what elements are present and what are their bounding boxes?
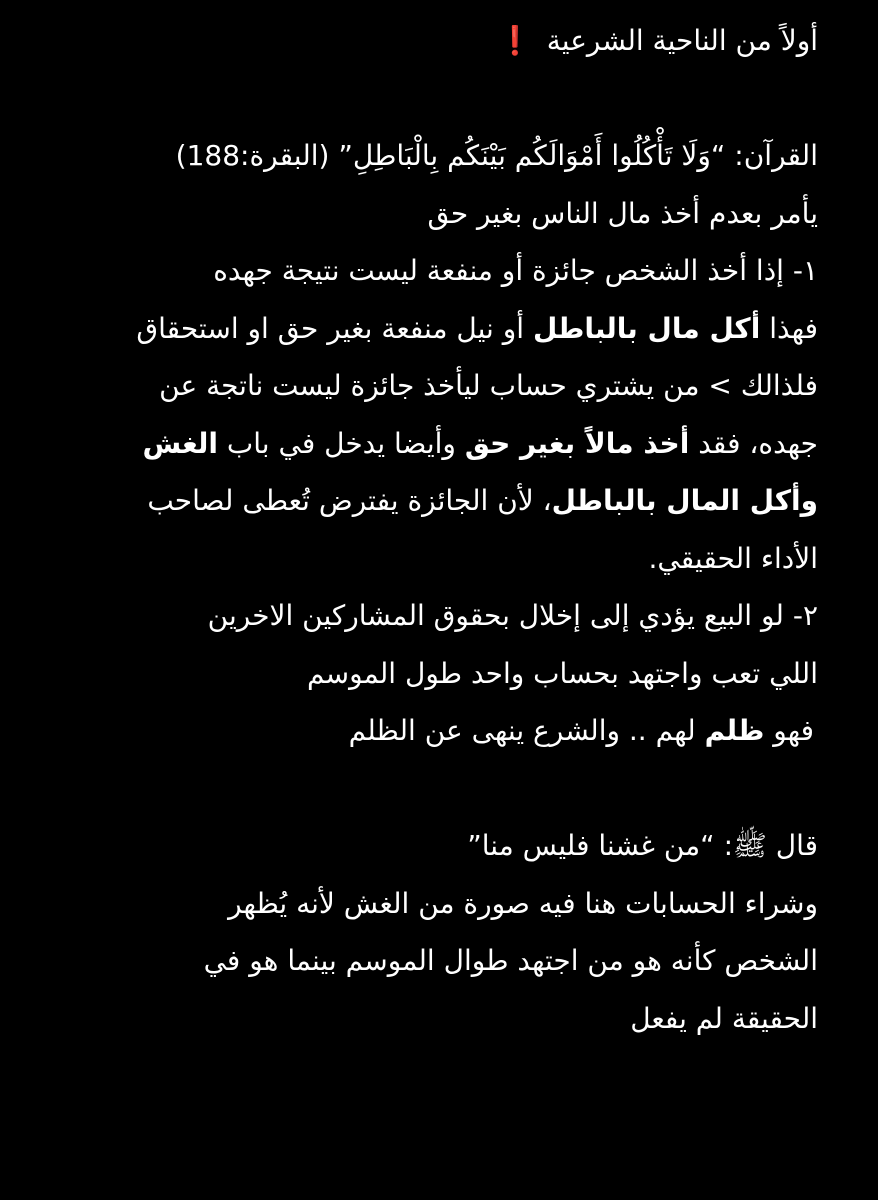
point1-line2-start: فهذا [760,311,818,345]
point1-line5-end: ، لأن الجائزة يفترض تُعطى لصاحب [147,484,552,517]
point2-line1: ٢- لو البيع يؤدي إلى إخلال بحقوق المشاركين الاخرين [207,599,818,632]
point1-line4 [58,415,818,473]
point1-line2-end: أو نيل منفعة بغير حق او استحقاق [136,311,533,345]
point1-bold-phrase-3: الغش [142,426,219,460]
point1-line4-mid: وأيضا يدخل في باب [218,426,465,460]
point1-line1: ١- إذا أخذ الشخص جائزة أو منفعة ليست نتيجة جهده [213,254,818,287]
quran-verse: وَلَا تَأْكُلُوا أَمْوَالَكُم بَيْنَكُم بِالْبَاطِلِ [352,139,711,172]
point2-bold-word: ظلم [704,714,765,747]
hadith-line2: وشراء الحسابات هنا فيه صورة من الغش لأنه يُظهر [228,886,818,920]
hadith-line1: قال ﷺ: “من غشنا فليس منا” [467,829,818,862]
exclamation-icon: ❗ [497,24,533,57]
quran-verse-line [58,127,818,185]
blank-line [58,760,818,818]
hadith-line3: الشخص كأنه هو من اجتهد طوال الموسم بينما هو في [203,944,818,977]
point1-bold-phrase-2: أخذ مالاً بغير حق [464,426,690,460]
quran-reference: ” (البقرة:188) [175,139,353,172]
point2-line3 [58,702,818,760]
note-text [58,12,818,1047]
point1-line6: الأداء الحقيقي. [648,541,818,575]
point1-line5 [58,472,818,530]
quran-label: القرآن: “ [710,139,818,172]
point1-bold-phrase: أكل مال بالباطل [532,311,761,345]
blank-line [58,70,818,128]
point1-bold-phrase-4: وأكل المال بالباطل [551,484,818,517]
section-heading [58,12,818,70]
heading-text: أولاً من الناحية الشرعية [546,24,818,57]
point2-line3-start: فهو [764,714,814,747]
quran-explanation: يأمر بعدم أخذ مال الناس بغير حق [427,196,818,230]
point1-line4-start: جهده، فقد [689,426,818,460]
point1-line2 [58,300,818,358]
point1-line3: فلذالك > من يشتري حساب ليأخذ جائزة ليست ناتجة عن [159,369,818,402]
point2-line3-end: لهم .. والشرع ينهى عن الظلم [348,714,705,747]
hadith-line4: الحقيقة لم يفعل [630,1001,818,1035]
point2-line2: اللي تعب واجتهد بحساب واحد طول الموسم [307,656,818,690]
